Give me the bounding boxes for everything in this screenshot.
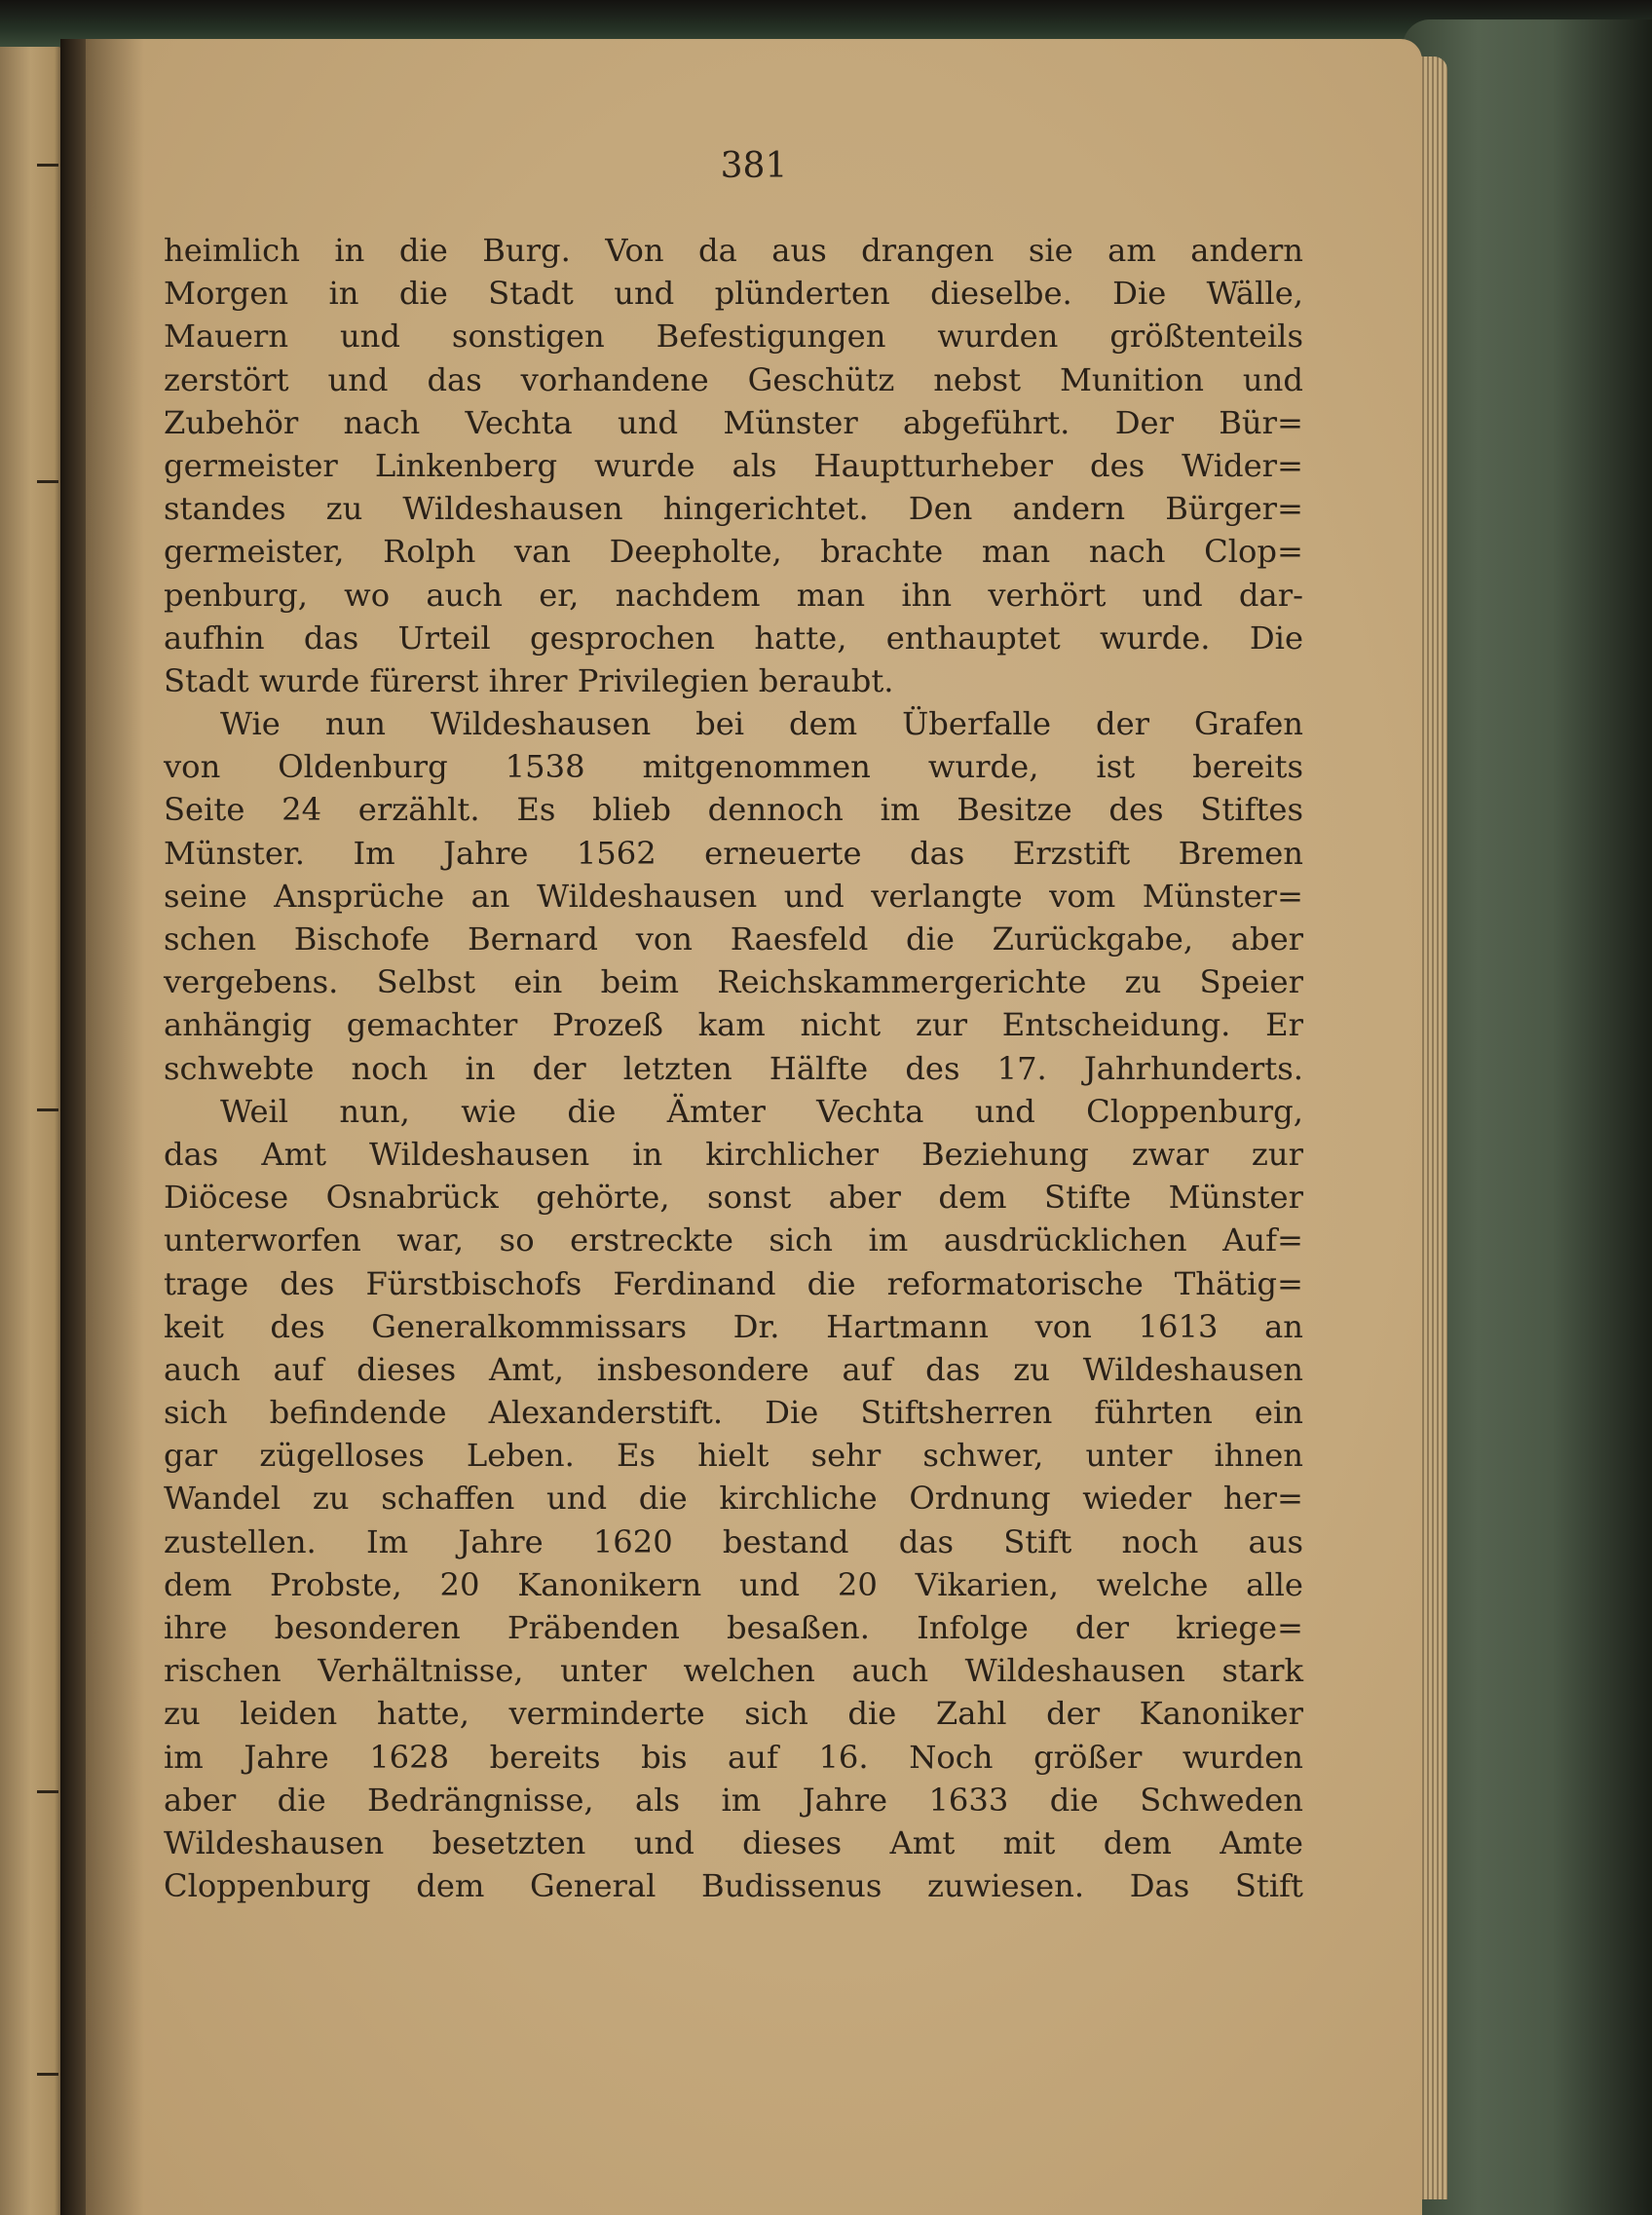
binding-mark [37,2073,58,2076]
text-line: penburg, wo auch er, nachdem man ihn verhört und dar- [164,576,1303,614]
text-line: keit des Generalkommissars Dr. Hartmann von 1613 an [164,1307,1303,1345]
previous-page [0,47,68,2215]
text-line: ihre besonderen Präbenden besaßen. Infolge der kriege= [164,1609,1303,1646]
text-line: germeister, Rolph van Deepholte, brachte man nach Clop= [164,533,1303,571]
text-line: das Amt Wildeshausen in kirchlicher Beziehung zwar zur [164,1135,1303,1173]
text-line: heimlich in die Burg. Von da aus drangen sie am andern [164,232,1303,269]
binding-mark [37,480,58,483]
text-line: Mauern und sonstigen Befestigungen wurden größtenteils [164,318,1303,356]
book-page [86,39,1422,2215]
text-line: zu leiden hatte, verminderte sich die Zahl der Kanoniker [164,1695,1303,1733]
text-line: von Oldenburg 1538 mitgenommen wurde, ist bereits [164,748,1303,786]
text-line: Wie nun Wildeshausen bei dem Überfalle der Grafen [220,705,1303,743]
text-line: gar zügelloses Leben. Es hielt sehr schwer, unter ihnen [164,1437,1303,1475]
text-line: schen Bischofe Bernard von Raesfeld die Zurückgabe, aber [164,920,1303,957]
binding-mark [37,1790,58,1793]
page-number: 381 [720,146,788,186]
text-line: Wildeshausen besetzten und dieses Amt mit dem Amte [164,1823,1303,1861]
binding-mark [37,1108,58,1111]
page-text [164,229,1303,1907]
text-line: sich befindende Alexanderstift. Die Stiftsherren führten ein [164,1394,1303,1432]
text-line: vergebens. Selbst ein beim Reichskammergerichte zu Speier [164,963,1303,1001]
text-line: zerstört und das vorhandene Geschütz nebst Munition und [164,360,1303,398]
text-line: anhängig gemachter Prozeß kam nicht zur Entscheidung. Er [164,1006,1303,1044]
text-line: Stadt wurde fürerst ihrer Privilegien beraubt. [164,661,894,699]
text-line: unterworfen war, so erstreckte sich im ausdrücklichen Auf= [164,1221,1303,1259]
text-line: aufhin das Urteil gesprochen hatte, enthauptet wurde. Die [164,619,1303,657]
text-line: auch auf dieses Amt, insbesondere auf das zu Wildeshausen [164,1350,1303,1388]
text-line: zustellen. Im Jahre 1620 bestand das Stift noch aus [164,1522,1303,1560]
text-line: rischen Verhältnisse, unter welchen auch Wildeshausen stark [164,1652,1303,1690]
text-line: germeister Linkenberg wurde als Hauptturheber des Wider= [164,446,1303,484]
text-line: standes zu Wildeshausen hingerichtet. Den andern Bürger= [164,490,1303,528]
text-line: Seite 24 erzählt. Es blieb dennoch im Besitze des Stiftes [164,791,1303,829]
text-line: schwebte noch in der letzten Hälfte des 17. Jahrhunderts. [164,1049,1303,1087]
text-line: dem Probste, 20 Kanonikern und 20 Vikarien, welche alle [164,1565,1303,1603]
text-line: Diöcese Osnabrück gehörte, sonst aber dem Stifte Münster [164,1179,1303,1217]
binding-mark [37,164,58,167]
text-line: Münster. Im Jahre 1562 erneuerte das Erzstift Bremen [164,834,1303,872]
text-line: seine Ansprüche an Wildeshausen und verlangte vom Münster= [164,877,1303,915]
text-line: Zubehör nach Vechta und Münster abgeführt. Der Bür= [164,403,1303,441]
text-line: im Jahre 1628 bereits bis auf 16. Noch größer wurden [164,1738,1303,1776]
text-line: Cloppenburg dem General Budissenus zuwiesen. Das Stift [164,1867,1303,1905]
text-line: trage des Fürstbischofs Ferdinand die reformatorische Thätig= [164,1264,1303,1302]
text-line: Morgen in die Stadt und plünderten dieselbe. Die Wälle, [164,275,1303,313]
text-line: Wandel zu schaffen und die kirchliche Ordnung wieder her= [164,1480,1303,1518]
text-line: Weil nun, wie die Ämter Vechta und Cloppenburg, [220,1092,1303,1130]
text-line: aber die Bedrängnisse, als im Jahre 1633 die Schweden [164,1781,1303,1819]
